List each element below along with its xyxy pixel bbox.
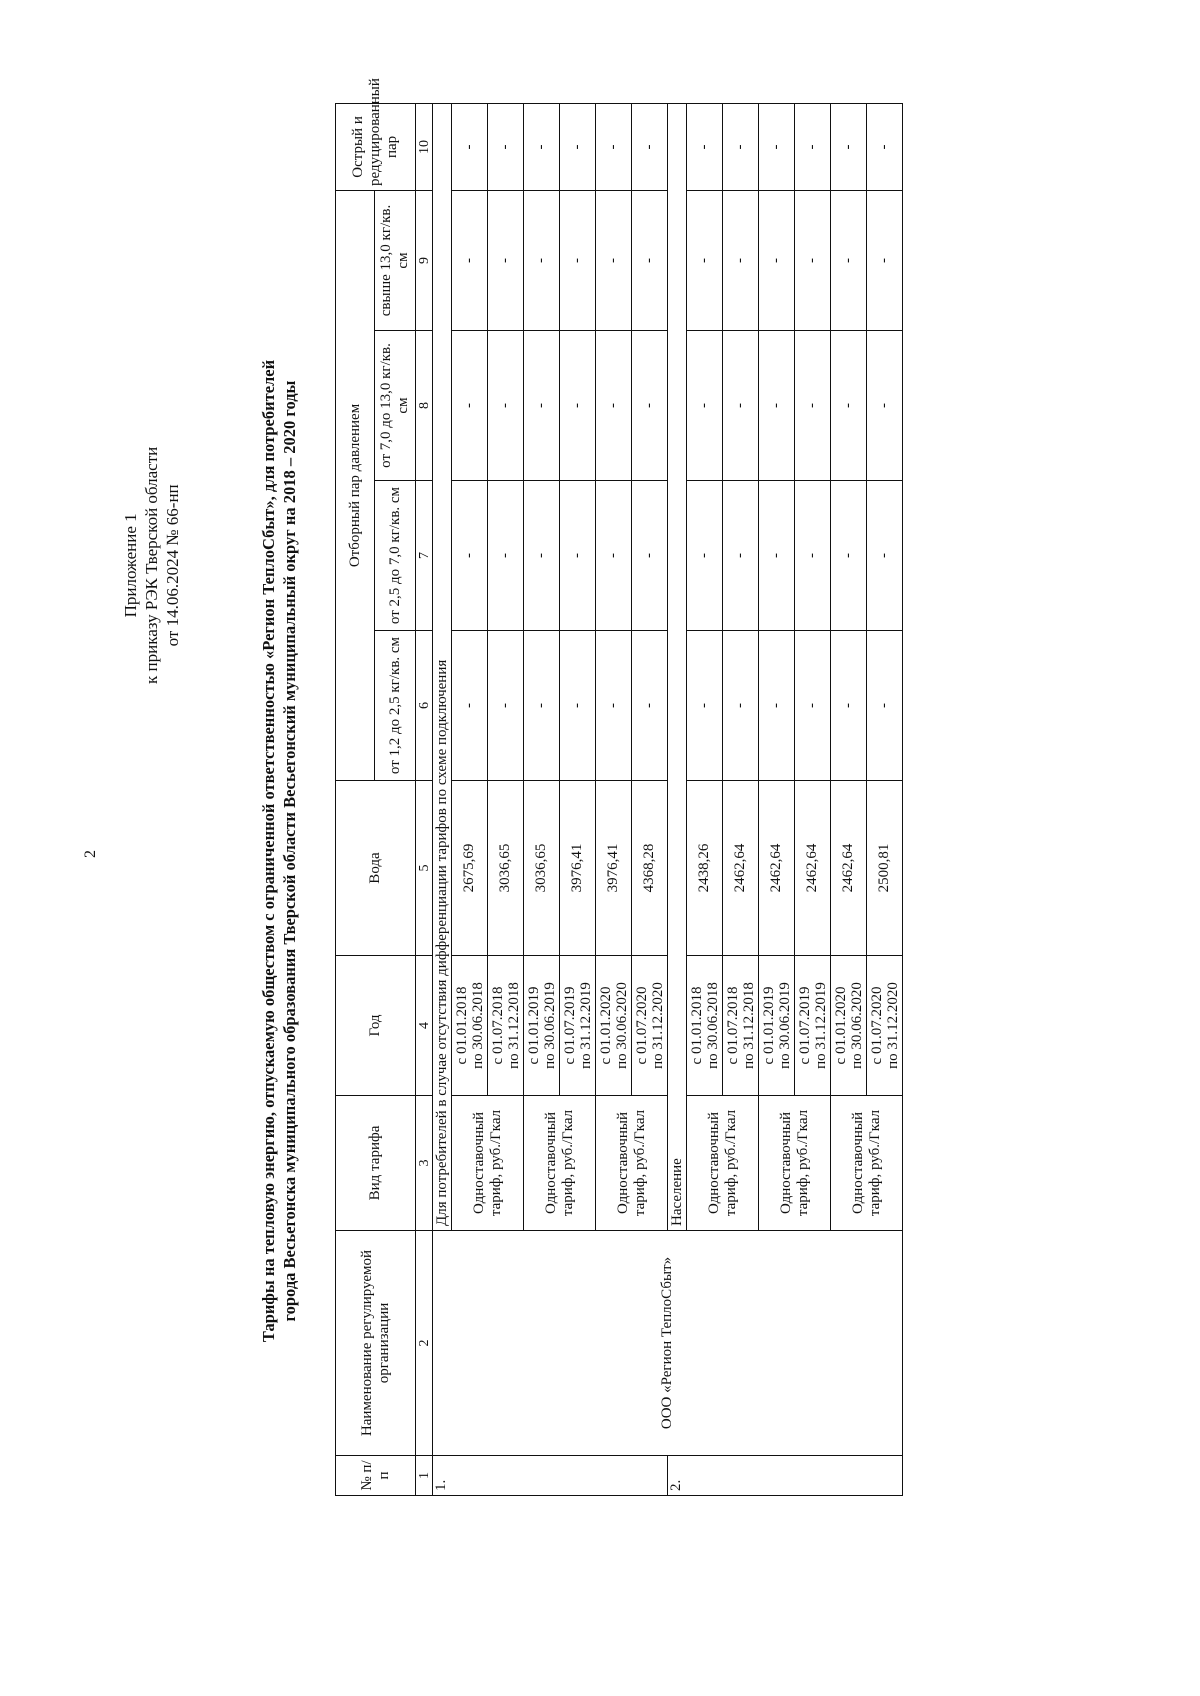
empty-value: - (596, 631, 632, 781)
period-cell (560, 956, 596, 1096)
period-to: по 30.06.2020 (613, 982, 630, 1069)
empty-value: - (632, 190, 668, 330)
column-index: 5 (416, 781, 433, 956)
column-index: 9 (416, 190, 433, 330)
column-index: 8 (416, 331, 433, 481)
period-from: с 01.01.2018 (688, 986, 705, 1065)
empty-value: - (488, 631, 524, 781)
header-water: Вода (336, 781, 416, 956)
empty-value: - (596, 331, 632, 481)
empty-value: - (867, 481, 903, 631)
empty-value: - (687, 190, 723, 330)
empty-value: - (831, 190, 867, 330)
period-to: по 30.06.2020 (848, 982, 865, 1069)
empty-value: - (488, 190, 524, 330)
empty-value: - (452, 631, 488, 781)
empty-value: - (759, 103, 795, 190)
empty-value: - (795, 103, 831, 190)
period-from: с 01.01.2020 (597, 986, 614, 1065)
period-cell (452, 956, 488, 1096)
empty-value: - (867, 331, 903, 481)
header-sharp-steam: Острый и редуцированный пар (336, 103, 416, 190)
empty-value: - (632, 103, 668, 190)
period-from: с 01.07.2020 (868, 986, 885, 1065)
annex-date: от 14.06.2024 № 66-нп (163, 484, 182, 647)
empty-value: - (452, 481, 488, 631)
empty-value: - (867, 631, 903, 781)
tariff-type: Одноставочный тариф, руб./Гкал (831, 1096, 903, 1231)
period-from: с 01.07.2019 (796, 986, 813, 1065)
period-cell (831, 956, 867, 1096)
empty-value: - (452, 331, 488, 481)
empty-value: - (759, 331, 795, 481)
period-to: по 31.12.2020 (649, 982, 666, 1069)
tariff-type: Одноставочный тариф, руб./Гкал (596, 1096, 668, 1231)
header-pressure-3: от 7,0 до 13,0 кг/кв. см (375, 331, 416, 481)
empty-value: - (524, 331, 560, 481)
period-to: по 31.12.2018 (740, 982, 757, 1069)
row-number: 1. (433, 1456, 668, 1496)
empty-value: - (488, 331, 524, 481)
empty-value: - (687, 481, 723, 631)
organization-name: ООО «Регион ТеплоСбыт» (433, 1231, 903, 1456)
column-index: 7 (416, 481, 433, 631)
tariff-type: Одноставочный тариф, руб./Гкал (524, 1096, 596, 1231)
empty-value: - (867, 190, 903, 330)
column-index: 3 (416, 1096, 433, 1231)
water-tariff: 2500,81 (867, 781, 903, 956)
empty-value: - (687, 631, 723, 781)
header-pressure-2: от 2,5 до 7,0 кг/кв. см (375, 481, 416, 631)
empty-value: - (723, 631, 759, 781)
empty-value: - (560, 631, 596, 781)
empty-value: - (759, 481, 795, 631)
empty-value: - (759, 631, 795, 781)
header-org: Наименование регулируемой организации (336, 1231, 416, 1456)
empty-value: - (632, 631, 668, 781)
empty-value: - (488, 103, 524, 190)
empty-value: - (524, 190, 560, 330)
tariff-table-body (433, 103, 903, 1495)
period-from: с 01.07.2018 (489, 986, 506, 1065)
empty-value: - (723, 103, 759, 190)
header-num: № п/п (336, 1456, 416, 1496)
empty-value: - (831, 331, 867, 481)
section-label: Население (668, 103, 687, 1230)
empty-value: - (795, 190, 831, 330)
annex-order: к приказу РЭК Тверской области (142, 446, 161, 684)
tariff-type: Одноставочный тариф, руб./Гкал (687, 1096, 759, 1231)
header-pressure-1: от 1,2 до 2,5 кг/кв. см (375, 631, 416, 781)
empty-value: - (723, 481, 759, 631)
period-from: с 01.01.2018 (453, 986, 470, 1065)
empty-value: - (452, 190, 488, 330)
period-cell (596, 956, 632, 1096)
period-to: по 30.06.2018 (704, 982, 721, 1069)
period-cell (687, 956, 723, 1096)
period-cell (632, 956, 668, 1096)
section-row (433, 103, 452, 1495)
water-tariff: 3036,65 (524, 781, 560, 956)
empty-value: - (632, 481, 668, 631)
empty-value: - (831, 481, 867, 631)
annex-title: Приложение 1 (121, 513, 140, 618)
page-number: 2 (82, 850, 99, 858)
column-index: 10 (416, 103, 433, 190)
empty-value: - (795, 481, 831, 631)
period-cell (795, 956, 831, 1096)
empty-value: - (560, 331, 596, 481)
empty-value: - (488, 481, 524, 631)
empty-value: - (831, 103, 867, 190)
water-tariff: 4368,28 (632, 781, 668, 956)
water-tariff: 2462,64 (759, 781, 795, 956)
empty-value: - (524, 631, 560, 781)
column-index: 4 (416, 956, 433, 1096)
period-to: по 31.12.2019 (812, 982, 829, 1069)
period-from: с 01.07.2018 (724, 986, 741, 1065)
water-tariff: 2675,69 (452, 781, 488, 956)
water-tariff: 2462,64 (723, 781, 759, 956)
empty-value: - (687, 331, 723, 481)
period-from: с 01.01.2020 (832, 986, 849, 1065)
empty-value: - (596, 190, 632, 330)
water-tariff: 3976,41 (560, 781, 596, 956)
header-type: Вид тарифа (336, 1096, 416, 1231)
title-line-2: города Весьегонска муниципального образования Тверской области Весьегонский муниципальный округ на 2018 – 2020 годы (280, 380, 299, 1322)
document-title (258, 186, 300, 1516)
empty-value: - (560, 103, 596, 190)
annex-header (120, 447, 183, 684)
period-cell (867, 956, 903, 1096)
empty-value: - (831, 631, 867, 781)
empty-value: - (524, 103, 560, 190)
empty-value: - (560, 481, 596, 631)
empty-value: - (723, 331, 759, 481)
header-year: Год (336, 956, 416, 1096)
empty-value: - (795, 331, 831, 481)
tariff-type: Одноставочный тариф, руб./Гкал (452, 1096, 524, 1231)
header-pressure-4: свыше 13,0 кг/кв. см (375, 190, 416, 330)
section-label: Для потребителей в случае отсутствия дифференциации тарифов по схеме подключения (433, 103, 452, 1230)
water-tariff: 2462,64 (795, 781, 831, 956)
empty-value: - (632, 331, 668, 481)
period-cell (524, 956, 560, 1096)
period-to: по 30.06.2019 (776, 982, 793, 1069)
column-index: 6 (416, 631, 433, 781)
period-from: с 01.01.2019 (525, 986, 542, 1065)
period-from: с 01.07.2019 (561, 986, 578, 1065)
empty-value: - (795, 631, 831, 781)
empty-value: - (867, 103, 903, 190)
empty-value: - (687, 103, 723, 190)
water-tariff: 2438,26 (687, 781, 723, 956)
water-tariff: 2462,64 (831, 781, 867, 956)
tariff-type: Одноставочный тариф, руб./Гкал (759, 1096, 831, 1231)
empty-value: - (723, 190, 759, 330)
period-to: по 30.06.2018 (469, 982, 486, 1069)
title-line-1: Тарифы на тепловую энергию, отпускаемую обществом с ограниченной ответственностью «Регион ТеплоСбыт», для потребителей (259, 359, 278, 1343)
period-cell (723, 956, 759, 1096)
period-cell (759, 956, 795, 1096)
column-index: 2 (416, 1231, 433, 1456)
empty-value: - (759, 190, 795, 330)
water-tariff: 3036,65 (488, 781, 524, 956)
tariff-table (335, 78, 903, 1496)
period-cell (488, 956, 524, 1096)
row-number: 2. (668, 1456, 903, 1496)
period-to: по 30.06.2019 (541, 982, 558, 1069)
period-to: по 31.12.2019 (577, 982, 594, 1069)
column-index: 1 (416, 1456, 433, 1496)
period-from: с 01.01.2019 (760, 986, 777, 1065)
header-steam-group: Отборный пар давлением (336, 190, 375, 780)
empty-value: - (452, 103, 488, 190)
water-tariff: 3976,41 (596, 781, 632, 956)
empty-value: - (524, 481, 560, 631)
period-to: по 31.12.2020 (884, 982, 901, 1069)
empty-value: - (560, 190, 596, 330)
period-from: с 01.07.2020 (633, 986, 650, 1065)
period-to: по 31.12.2018 (505, 982, 522, 1069)
empty-value: - (596, 481, 632, 631)
empty-value: - (596, 103, 632, 190)
